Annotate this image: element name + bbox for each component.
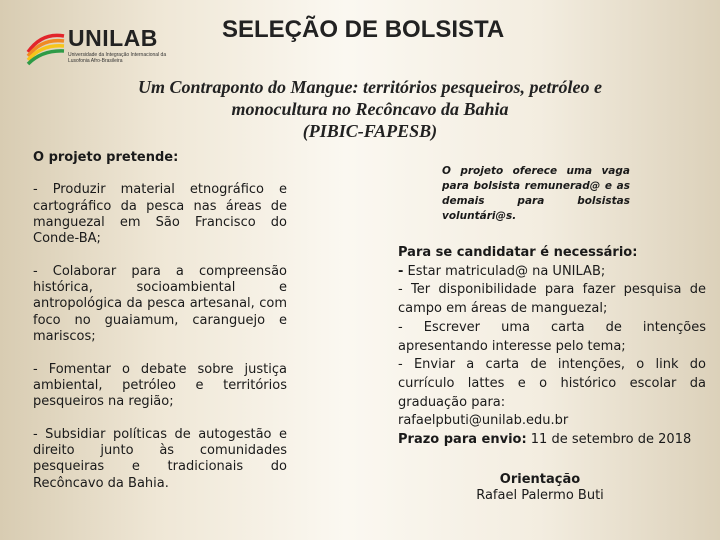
- project-goal-item: - Fomentar o debate sobre justiça ambiental, petróleo e territórios pesqueiros na região;: [33, 361, 287, 410]
- project-goal-item: - Colaborar para a compreensão histórica, socioambiental e antropológica da pesca artesanal, com foco no guaiamum, caranguejo e mariscos;: [33, 263, 287, 344]
- requirement-dash: -: [398, 282, 403, 298]
- project-subtitle: [70, 76, 670, 142]
- subtitle-line: monocultura no Recôncavo da Bahia: [231, 99, 509, 119]
- deadline-value: 11 de setembro de 2018: [526, 432, 692, 448]
- requirement-text: Enviar a carta de intenções, o link do currículo lattes e o histórico escolar da graduação para:: [398, 357, 706, 410]
- requirement-text: Estar matriculad@ na UNILAB;: [403, 263, 606, 279]
- advisor-label: Orientação: [499, 472, 581, 487]
- requirement-item: [398, 319, 706, 356]
- requirement-text: Escrever uma carta de intenções apresentando interesse pelo tema;: [398, 319, 706, 354]
- subtitle-line: (PIBIC-FAPESB): [302, 121, 438, 141]
- deadline: [398, 431, 706, 450]
- application-heading: Para se candidatar é necessário:: [398, 245, 638, 260]
- logo-subtitle: Universidade da Integração Internacional da Lusofonia Afro-Brasileira: [68, 52, 167, 64]
- unilab-logo: [26, 22, 176, 68]
- page-title: SELEÇÃO DE BOLSISTA: [222, 16, 505, 43]
- advisor-name: Rafael Palermo Buti: [476, 488, 604, 503]
- project-goals-heading: O projeto pretende:: [33, 150, 179, 165]
- logo-name: UNILAB: [68, 25, 158, 51]
- requirement-dash: -: [398, 357, 403, 373]
- requirement-dash: -: [398, 319, 403, 335]
- requirement-dash: -: [398, 263, 404, 279]
- requirement-item: [398, 263, 706, 282]
- subtitle-line: Um Contraponto do Mangue: territórios pesqueiros, petróleo e: [137, 77, 603, 97]
- project-goal-item: - Produzir material etnográfico e cartográfico da pesca nas áreas de manguezal em São Francisco do Conde-BA;: [33, 182, 287, 247]
- project-goal-item: - Subsidiar políticas de autogestão e direito junto às comunidades pesqueiras e tradicionais do Recôncavo da Bahia.: [33, 426, 287, 491]
- advisor-section: [440, 472, 640, 504]
- contact-email: rafaelpbuti@unilab.edu.br: [398, 413, 569, 429]
- project-goals-section: [33, 150, 287, 508]
- unilab-emblem-icon: [26, 26, 66, 66]
- deadline-label: Prazo para envio:: [398, 432, 527, 448]
- requirement-text: Ter disponibilidade para fazer pesquisa de campo em áreas de manguezal;: [398, 282, 706, 317]
- requirement-item: [398, 356, 706, 412]
- scholarship-offer: O projeto oferece uma vaga para bolsista remunerad@ e as demais para bolsistas voluntári@s.: [442, 165, 630, 222]
- application-section: [398, 244, 706, 450]
- requirement-item: [398, 281, 706, 318]
